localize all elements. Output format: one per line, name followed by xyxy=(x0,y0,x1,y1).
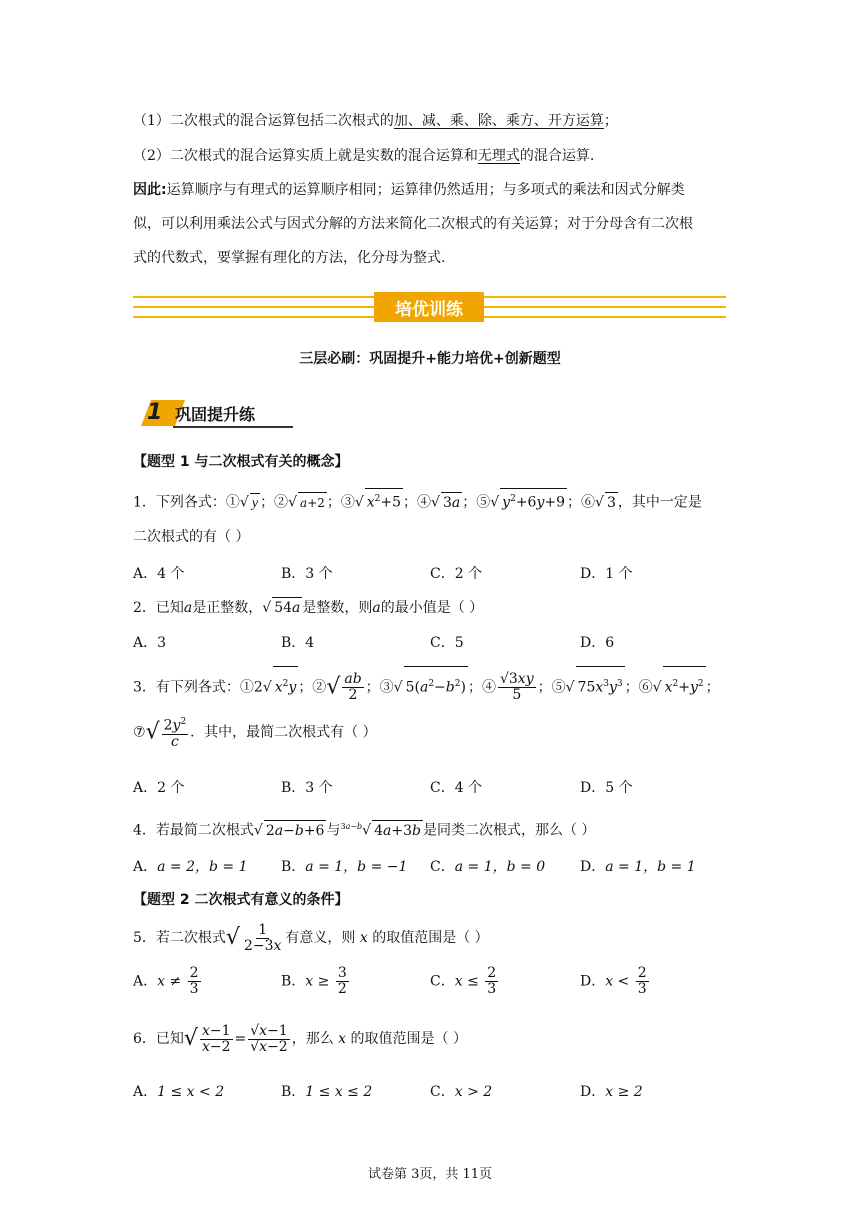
opt-value: 1 ≤ x ≤ 2 xyxy=(305,1084,373,1100)
intro-text: 运算顺序与有理式的运算顺序相同；运算律仍然适用；与多项式的乘法和因式分解类 xyxy=(166,182,685,198)
question-5: 5．若二次根式√ $\frac{1}{2-3x}$ 有意义，则 x 的取值范围是（ ） xyxy=(133,921,489,954)
question-4: 4．若最简二次根式√ 2a−b+6 与$^{3a-b}$√ 4a+3b 是同类二次根式，那么（ ） xyxy=(133,817,595,841)
q3-option-c[interactable]: C．4 个 xyxy=(430,780,483,796)
intro-text: ； xyxy=(603,113,618,129)
question-1-line-2: 二次根式的有（ ） xyxy=(133,529,250,545)
banner-subtitle: 三层必刷：巩固提升+能力培优+创新题型 xyxy=(299,351,561,367)
q6-option-d[interactable] xyxy=(580,1081,643,1101)
q4-option-a[interactable] xyxy=(133,856,248,876)
q-text: ，其中一定是 xyxy=(617,494,702,511)
q2-option-b[interactable]: B．4 xyxy=(281,635,315,651)
q3-option-a[interactable]: A．2 个 xyxy=(133,780,185,796)
question-1: 1．下列各式：①√ y ；②√ a+2 ；③√ $x^2+5$ ；④√ 3a ；⑤√ $y^2+6y+9$ ；⑥√ 3 ，其中一定是 xyxy=(133,488,702,514)
q-text: 的取值范围是（ ） xyxy=(372,930,489,946)
q-text: 2．已知 xyxy=(133,600,184,616)
question-3: 3．有下列各式：①2√ $x^2y$ ；②√ $\frac{ab}{2}$ ；③√ $5(a^2-b^2)$ ；④ $\frac{√3xy}{5}$ ；⑤√ $75x^3y^3$ ；⑥√ $x^2+y^2$ ； xyxy=(133,666,720,705)
intro-line-5 xyxy=(133,248,445,268)
intro-underlined: 加、减、乘、除、乘方、开方运算 xyxy=(393,113,604,129)
intro-text: （2）二次根式的混合运算实质上就是实数的混合运算和 xyxy=(133,148,478,164)
intro-line-1 xyxy=(133,111,618,131)
q4-option-b[interactable] xyxy=(281,856,407,876)
opt-value: a = 2，b = 1 xyxy=(157,859,248,875)
q-text: 4．若最简二次根式 xyxy=(133,822,254,839)
type-heading-2: 【题型 2 二次根式有意义的条件】 xyxy=(133,892,349,908)
opt-value: a = 1，b = 0 xyxy=(454,859,546,875)
opt-letter: B． xyxy=(281,973,306,990)
q4-option-c[interactable] xyxy=(430,856,545,876)
opt-value: 1 ≤ x < 2 xyxy=(157,1084,225,1100)
opt-letter: D． xyxy=(580,973,606,990)
opt-letter: C． xyxy=(430,1084,455,1100)
q1-option-b[interactable]: B．3 个 xyxy=(281,566,333,582)
type-heading-1: 【题型 1 与二次根式有关的概念】 xyxy=(133,454,349,470)
q-var: a xyxy=(372,600,381,616)
q5-option-a[interactable]: A．x ≠ $\frac{2}{3}$ xyxy=(133,965,199,997)
q6-option-c[interactable] xyxy=(430,1081,492,1101)
q-text: 6．已知 xyxy=(133,1031,184,1047)
q-text: 有意义，则 xyxy=(285,930,356,946)
opt-letter: A． xyxy=(133,973,158,990)
q1-option-a[interactable]: A．4 个 xyxy=(133,566,185,582)
intro-line-4 xyxy=(133,214,693,234)
intro-line-3 xyxy=(133,180,685,200)
opt-letter: C． xyxy=(430,973,455,990)
intro-line-2 xyxy=(133,146,594,166)
q-text: 1．下列各式：① xyxy=(133,494,240,511)
intro-text: 式的代数式，要掌握有理化的方法，化分母为整式. xyxy=(133,250,446,266)
q-text: 是整数，则 xyxy=(302,600,373,616)
q-text: 3．有下列各式：①2 xyxy=(133,679,263,696)
section-underline xyxy=(173,426,293,428)
opt-value: a = 1，b = 1 xyxy=(605,859,696,875)
q1-option-d[interactable]: D．1 个 xyxy=(580,566,633,582)
q-text: 与 xyxy=(326,822,341,839)
question-2: 2．已知a是正整数，√ 54a 是整数，则a的最小值是（ ） xyxy=(133,597,483,618)
q5-option-d[interactable]: D．x < $\frac{2}{3}$ xyxy=(580,965,647,997)
opt-letter: D． xyxy=(580,859,606,875)
therefore-label: 因此: xyxy=(133,182,167,198)
q1-option-c[interactable]: C．2 个 xyxy=(430,566,483,582)
q-var: a xyxy=(183,600,193,616)
opt-letter: A． xyxy=(133,859,158,875)
q-text: ．其中，最简二次根式有（ ） xyxy=(190,724,377,741)
q4-option-d[interactable] xyxy=(580,856,696,876)
section-title: 巩固提升练 xyxy=(175,405,256,424)
q3-option-b[interactable]: B．3 个 xyxy=(281,780,333,796)
q-text: 的最小值是（ ） xyxy=(380,600,484,616)
opt-letter: B． xyxy=(281,1084,306,1100)
q5-option-b[interactable]: B．x ≥ $\frac{3}{2}$ xyxy=(281,965,347,997)
page-footer: 试卷第 3页，共 11页 xyxy=(367,1167,493,1182)
question-6: 6．已知√ $\frac{x-1}{x-2}$ = $\frac{√x-1}{√x-2}$ ，那么 x 的取值范围是（ ） xyxy=(133,1022,467,1055)
opt-letter: D． xyxy=(580,1084,606,1100)
intro-text: 似，可以利用乘法公式与因式分解的方法来简化二次根式的有关运算；对于分母含有二次根 xyxy=(133,216,693,232)
q5-option-c[interactable]: C．x ≤ $\frac{2}{3}$ xyxy=(430,965,497,997)
question-3-line-2: ⑦√ $\frac{2y^2}{c}$ ．其中，最简二次根式有（ ） xyxy=(133,717,377,750)
section-number: 1 xyxy=(147,400,163,425)
q3-option-d[interactable]: D．5 个 xyxy=(580,780,633,796)
intro-underlined: 无理式 xyxy=(477,148,520,164)
q2-option-a[interactable]: A．3 xyxy=(133,635,167,651)
opt-value: a = 1，b = −1 xyxy=(305,859,408,875)
section-header xyxy=(133,398,293,428)
q-text: 5．若二次根式 xyxy=(133,930,226,946)
q2-option-d[interactable]: D．6 xyxy=(580,635,615,651)
opt-value: x > 2 xyxy=(454,1084,493,1100)
intro-text: 的混合运算. xyxy=(519,148,595,164)
opt-value: x ≥ 2 xyxy=(605,1084,643,1100)
q6-option-a[interactable] xyxy=(133,1081,224,1101)
q-text: ，那么 xyxy=(291,1031,334,1047)
opt-letter: A． xyxy=(133,1084,158,1100)
q-text: 是同类二次根式，那么（ ） xyxy=(422,822,596,839)
q-text: 的取值范围是（ ） xyxy=(350,1031,467,1047)
banner-title: 培优训练 xyxy=(374,292,484,322)
opt-letter: B． xyxy=(281,859,306,875)
q2-option-c[interactable]: C．5 xyxy=(430,635,464,651)
opt-letter: C． xyxy=(430,859,455,875)
intro-text: （1）二次根式的混合运算包括二次根式的 xyxy=(133,113,394,129)
q6-option-b[interactable] xyxy=(281,1081,372,1101)
q-text: 是正整数， xyxy=(192,600,263,616)
